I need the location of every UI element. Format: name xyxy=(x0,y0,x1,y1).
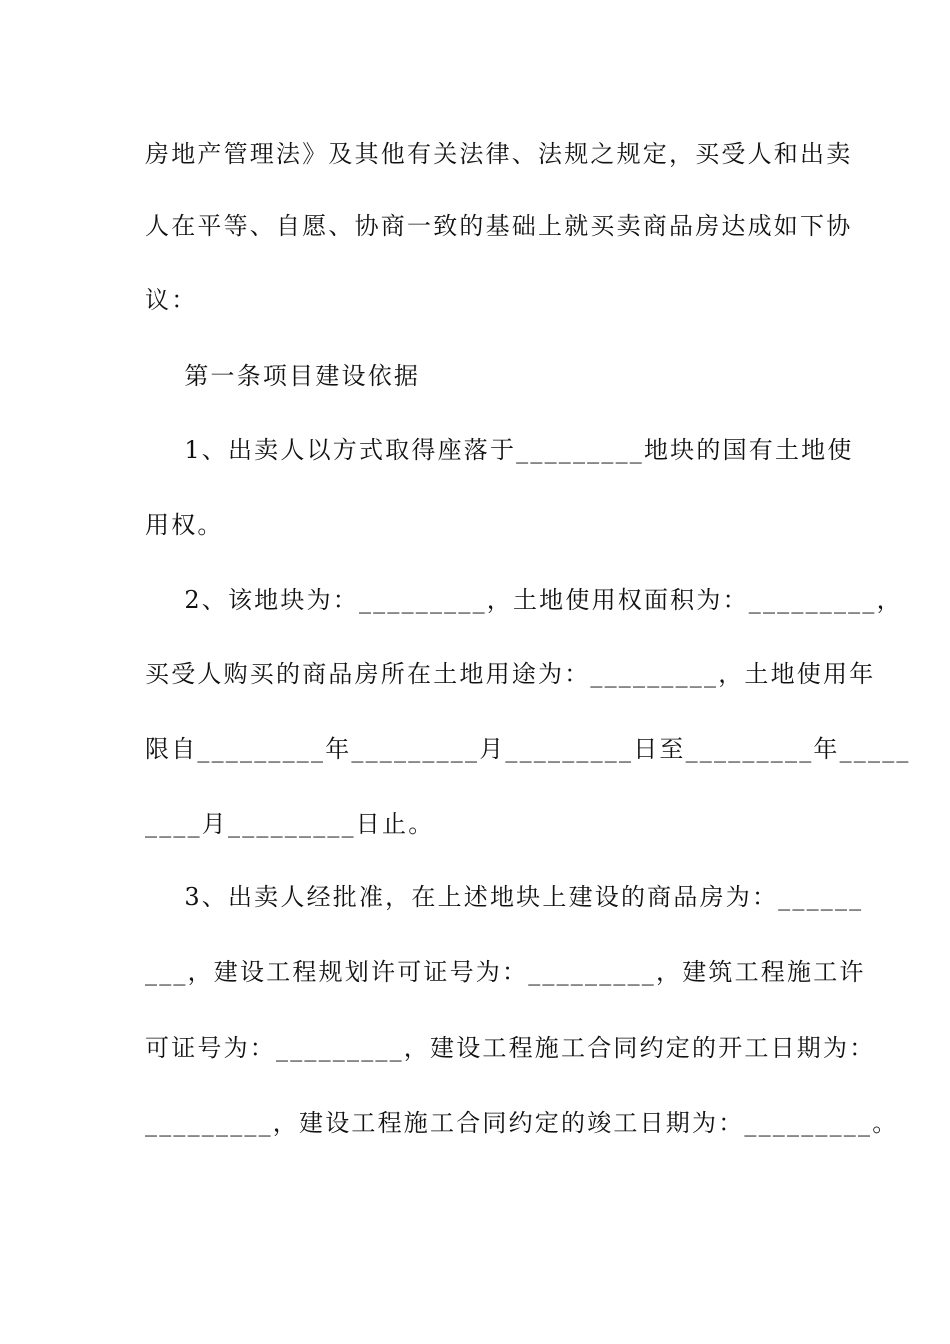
paragraph-line-2: 人在平等、自愿、协商一致的基础上就买卖商品房达成如下协 xyxy=(145,212,853,240)
clause-1-line-1: 1、出卖人以方式取得座落于_________地块的国有土地使 xyxy=(145,436,854,464)
clause-2-line-3: 限自_________年_________月_________日至_________年_____ xyxy=(145,735,911,763)
clause-1-line-2: 用权。 xyxy=(145,511,224,539)
article-heading: 第一条项目建设依据 xyxy=(145,362,421,390)
clause-3-line-1: 3、出卖人经批准，在上述地块上建设的商品房为：______ xyxy=(145,883,864,911)
clause-2-line-4: ____月_________日止。 xyxy=(145,810,435,838)
paragraph-line-3: 议： xyxy=(145,286,198,314)
clause-2-line-2: 买受人购买的商品房所在土地用途为：_________，土地使用年 xyxy=(145,660,876,688)
clause-3-line-2: ___，建设工程规划许可证号为：_________，建筑工程施工许 xyxy=(145,958,866,986)
clause-3-line-4: _________，建设工程施工合同约定的竣工日期为：_________。 xyxy=(145,1109,899,1137)
clause-3-line-3: 可证号为：_________，建设工程施工合同约定的开工日期为： xyxy=(145,1034,876,1062)
clause-2-line-1: 2、该地块为：_________，土地使用权面积为：_________， xyxy=(145,586,903,614)
paragraph-line-1: 房地产管理法》及其他有关法律、法规之规定，买受人和出卖 xyxy=(145,140,853,168)
